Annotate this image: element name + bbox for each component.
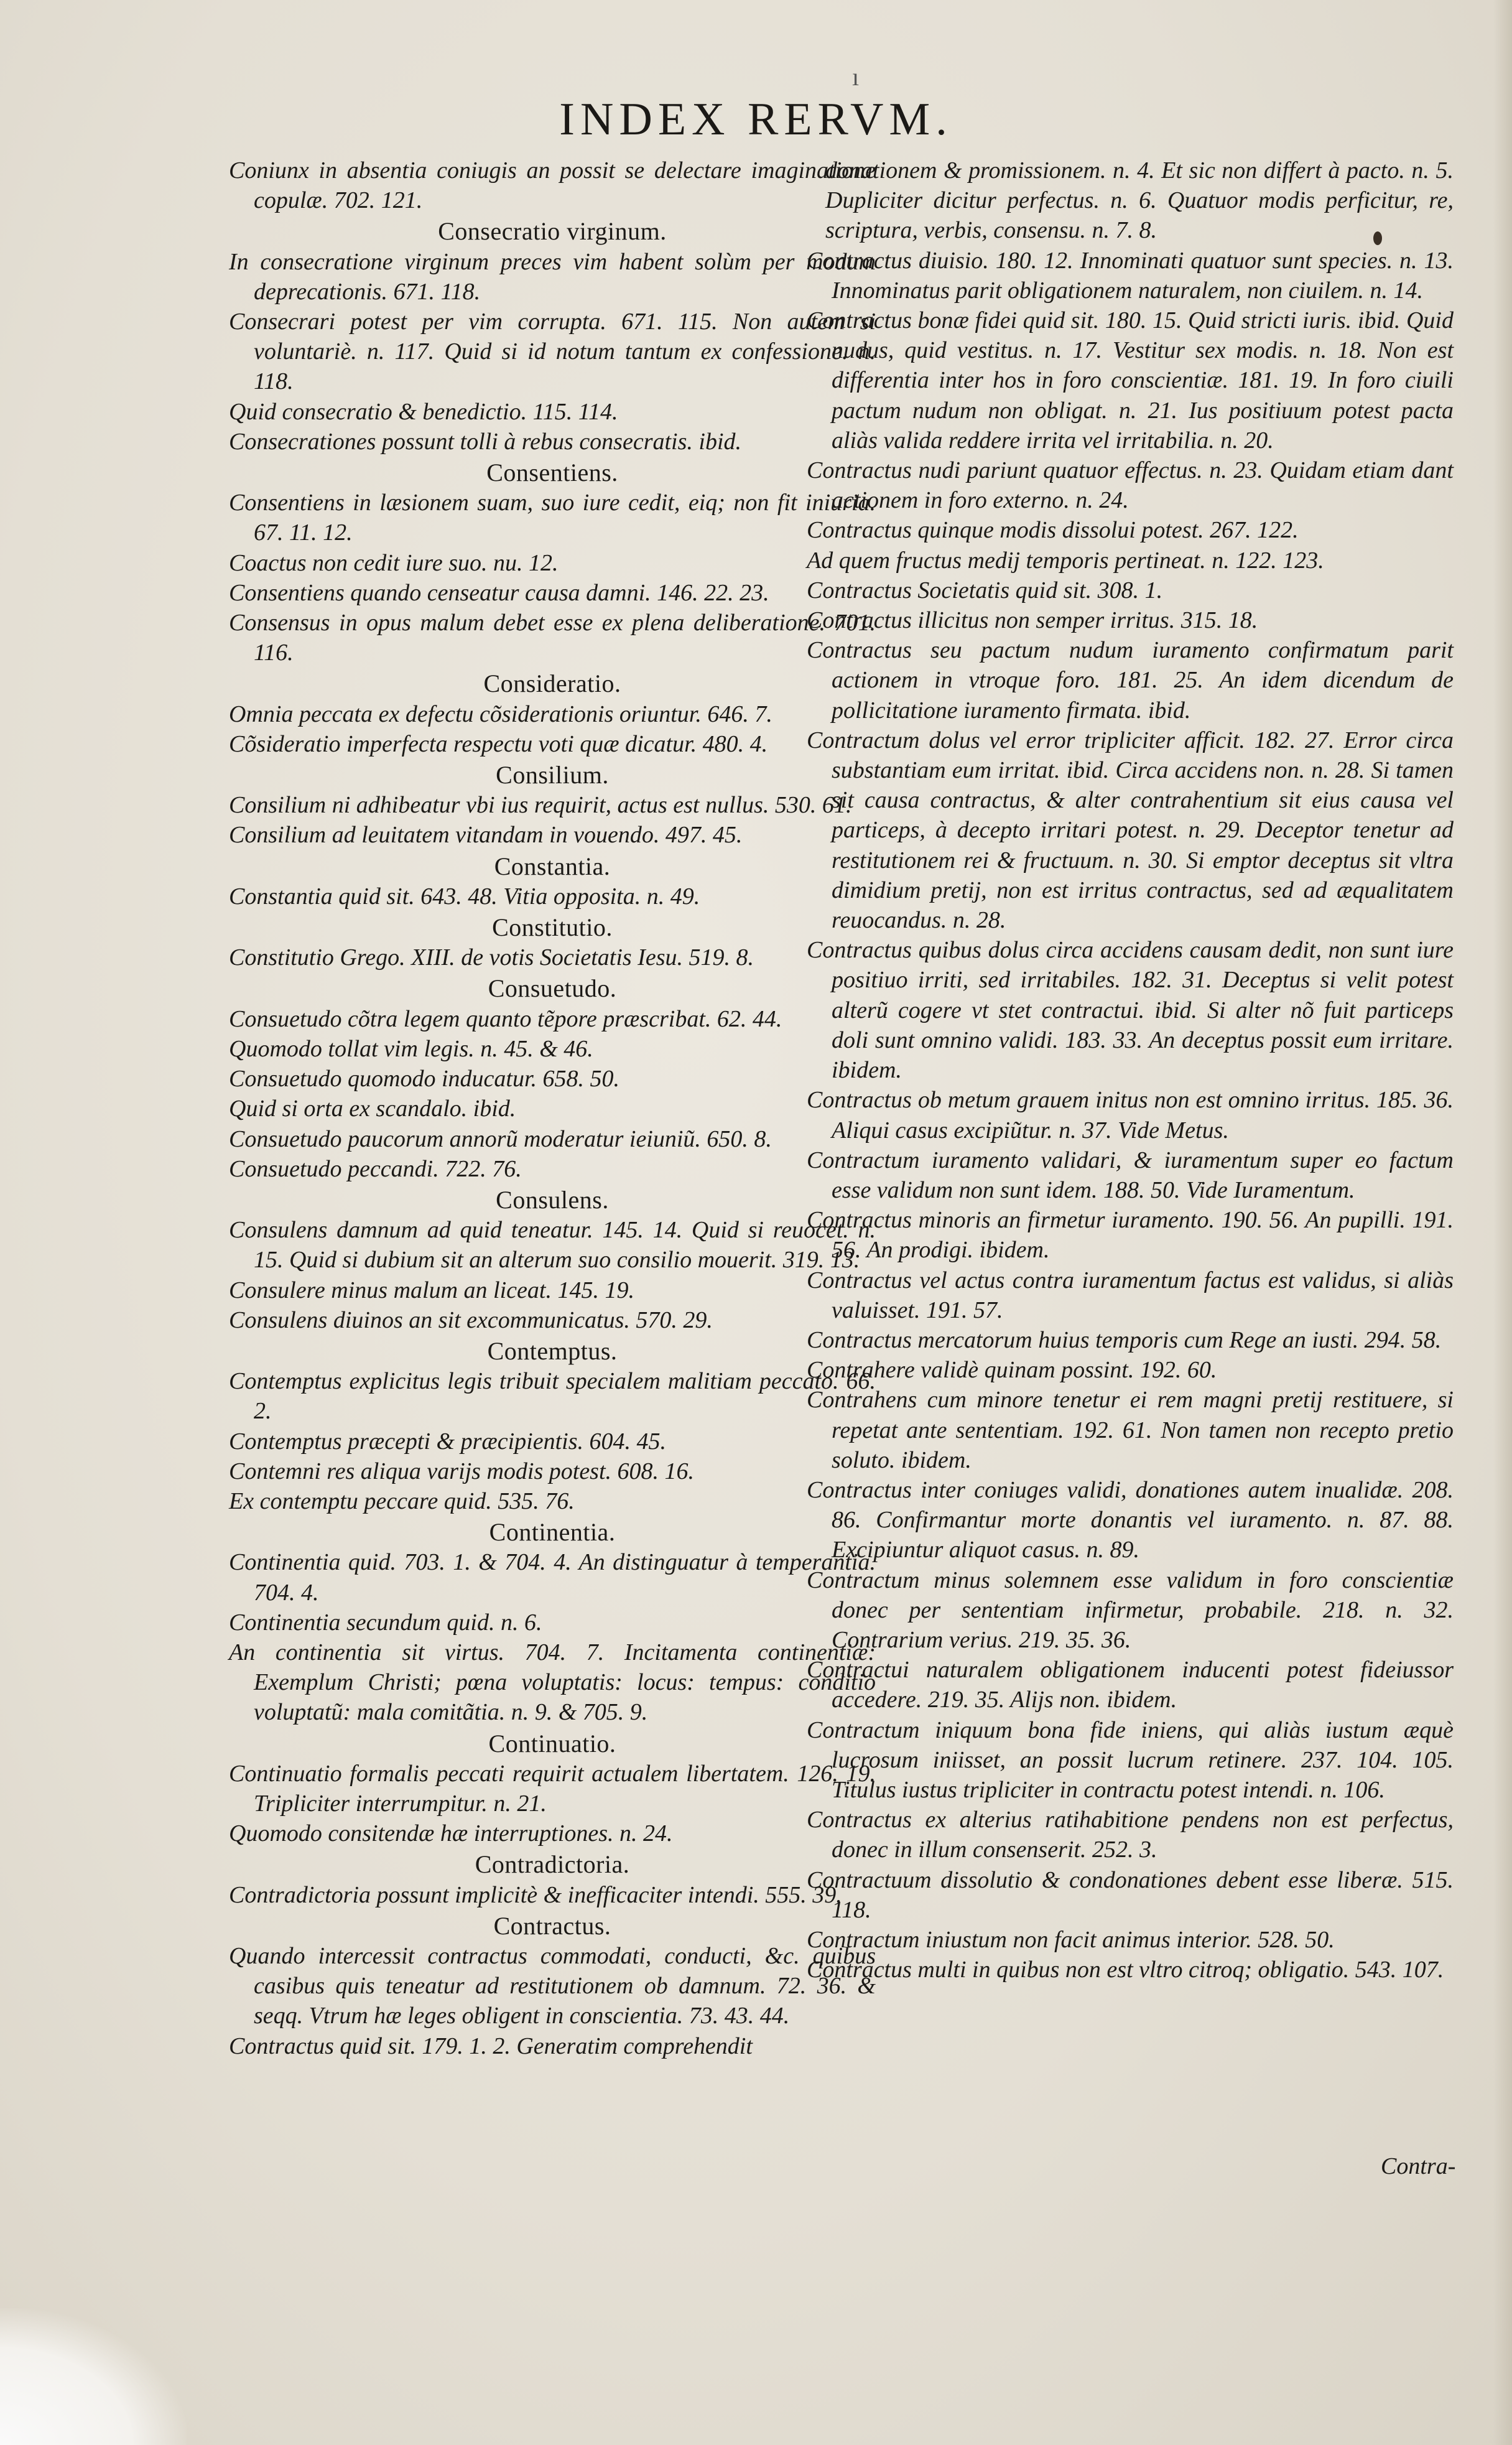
index-entry: Constitutio Grego. XIII. de votis Societatis Iesu. 519. 8. [229, 944, 754, 971]
index-entry: Quomodo tollat vim legis. n. 45. & 46. [229, 1035, 593, 1062]
index-heading: Consecratio virginum. [438, 217, 667, 246]
index-entry: Contractus inter coniuges validi, donationes autem inualidæ. 208. 86. Confirmantur morte donantis vel iuramento. n. 87. 88. Excipiuntur aliquot casus. n. 89. [807, 1476, 1454, 1563]
index-entry: Quid consecratio & benedictio. 115. 114. [229, 398, 618, 425]
index-entry: Ad quem fructus medij temporis pertineat. n. 122. 123. [807, 547, 1324, 574]
index-entry: Consuetudo cõtra legem quanto tẽpore præscribat. 62. 44. [229, 1005, 782, 1032]
index-heading: Contractus. [493, 1911, 611, 1940]
index-entry: Contractus mercatorum huius temporis cum Rege an iusti. 294. 58. [807, 1326, 1442, 1353]
index-entry: Contractum iuramento validari, & iuramentum super eo factum esse validum non sunt idem. 188. 50. Vide Iuramentum. [807, 1147, 1454, 1203]
index-entry: Consuetudo paucorum annorũ moderatur ieiuniũ. 650. 8. [229, 1125, 772, 1152]
index-entry: Contemptus explicitus legis tribuit specialem malitiam peccato. 66. 2. [229, 1368, 876, 1425]
index-entry: Consulens diuinos an sit excommunicatus. 570. 29. [229, 1306, 713, 1333]
index-entry: Consulere minus malum an liceat. 145. 19. [229, 1277, 634, 1303]
index-entry: donationem & promissionem. n. 4. Et sic non differt à pacto. n. 5. Dupliciter dicitur perfectus. n. 6. Quatuor modis perficitur, re, scriptura, verbis, consensu. n. 7. 8. [825, 157, 1454, 244]
index-entry: Contractum minus solemnem esse validum in foro conscientiæ donec per sententiam infirmetur, probabile. 218. n. 32. Contrarium verius. 219. 35. 36. [807, 1567, 1454, 1653]
index-heading: Contemptus. [487, 1336, 618, 1365]
index-entry: Contractus vel actus contra iuramentum factus est validus, si aliàs valuisset. 191. 57. [807, 1267, 1454, 1323]
right-column [807, 156, 1454, 1985]
index-heading: Constitutio. [492, 913, 613, 942]
index-heading: Constantia. [494, 852, 611, 880]
index-entry: Consuetudo quomodo inducatur. 658. 50. [229, 1066, 620, 1092]
index-entry: Continuatio formalis peccati requirit actualem libertatem. 126. 19. Tripliciter interrumpitur. n. 21. [229, 1760, 876, 1817]
page-edge-shadow [1493, 0, 1512, 2445]
index-entry: Contractus minoris an firmetur iuramento. 190. 56. An pupilli. 191. 56. An prodigi. ibidem. [807, 1207, 1454, 1264]
index-entry: Contractus seu pactum nudum iuramento confirmatum parit actionem in vtroque foro. 181. 25. An idem dicendum de pollicitatione iuramento firmata. ibid. [807, 637, 1454, 724]
index-heading: Consentiens. [486, 459, 618, 487]
index-entry: Contractui naturalem obligationem inducenti potest fideiussor accedere. 219. 35. Alijs non. ibidem. [807, 1657, 1454, 1713]
index-entry: Contractus quibus dolus circa accidens causam dedit, non sunt iure positiuo irriti, sed irritabiles. 182. 31. Deceptus si velit potest alterũ cogere vt stet contractui. ibid. Si alter nõ fuit particeps doli sunt omnino validi. 183. 33. An deceptus possit eum irritare. ibidem. [807, 937, 1454, 1084]
index-entry: Contemptus præcepti & præcipientis. 604. 45. [229, 1428, 666, 1455]
index-heading: Continentia. [489, 1518, 616, 1547]
index-entry: Contractus illicitus non semper irritus. 315. 18. [807, 607, 1258, 634]
page-title: INDEX RERVM. [559, 94, 953, 145]
index-entry: Consentiens in læsionem suam, suo iure cedit, eiq; non fit iniuria. 67. 11. 12. [229, 490, 876, 546]
index-entry: In consecratione virginum preces vim habent solùm per modum deprecationis. 671. 118. [229, 248, 876, 305]
index-entry: Constantia quid sit. 643. 48. Vitia opposita. n. 49. [229, 883, 700, 910]
index-entry: Contractus ob metum grauem initus non est omnino irritus. 185. 36. Aliqui casus excipiũtur. n. 37. Vide Metus. [807, 1087, 1454, 1143]
index-entry: Quid si orta ex scandalo. ibid. [229, 1096, 516, 1122]
index-entry: Contractus quinque modis dissolui potest. 267. 122. [807, 517, 1299, 544]
index-heading: Continuatio. [488, 1729, 616, 1758]
index-entry: Consulens damnum ad quid teneatur. 145. 14. Quid si reuocet. n. 15. Quid si dubium sit an alterum suo consilio mouerit. 319. 13. [229, 1217, 876, 1274]
index-heading: Consulens. [496, 1185, 609, 1214]
index-entry: Consensus in opus malum debet esse ex plena deliberatione. 701. 116. [229, 610, 876, 666]
left-column [229, 156, 876, 2061]
index-entry: Coniunx in absentia coniugis an possit se delectare imaginatione copulæ. 702. 121. [229, 157, 876, 214]
index-entry: Quando intercessit contractus commodati, conducti, &c. quibus casibus quis teneatur ad restitutionem ob damnum. 72. 36. & seqq. Vtrum hæ leges obligent in conscientia. 73. 43. 44. [229, 1942, 876, 2029]
index-entry: Contractus multi in quibus non est vltro citroq; obligatio. 543. 107. [807, 1957, 1444, 1983]
index-entry: Cõsideratio imperfecta respectu voti quæ dicatur. 480. 4. [229, 730, 768, 757]
index-entry: Contractus ex alterius ratihabitione pendens non est perfectus, donec in illum consenserit. 252. 3. [807, 1807, 1454, 1863]
index-entry: Consilium ad leuitatem vitandam in vouendo. 497. 45. [229, 822, 743, 849]
index-heading: Consilium. [496, 761, 609, 789]
index-entry: Contractus diuisio. 180. 12. Innominati quatuor sunt species. n. 13. Innominatus parit obligationem naturalem, non ciuilem. n. 14. [807, 247, 1454, 304]
catchword: Contra- [1381, 2153, 1456, 2179]
index-heading: Consuetudo. [488, 974, 617, 1003]
index-entry: Contractum dolus vel error tripliciter afficit. 182. 27. Error circa substantiam eum irritat. ibid. Circa accidens non. n. 28. Si tamen sit causa contractus, & alter contrahentium sit eius causa vel particeps, à decepto irritari potest. n. 29. Deceptor tenetur ad restitutionem rei & fructuum. n. 30. Si emptor deceptus sit vltra dimidium pretij, non est irritus contractus, sed ad æqualitatem reuocandus. n. 28. [807, 727, 1454, 934]
index-entry: Consuetudo peccandi. 722. 76. [229, 1155, 522, 1182]
index-entry: Contractus nudi pariunt quatuor effectus. n. 23. Quidam etiam dant actionem in foro externo. n. 24. [807, 457, 1454, 514]
index-entry: Contemni res aliqua varijs modis potest. 608. 16. [229, 1458, 695, 1484]
index-entry: Omnia peccata ex defectu cõsiderationis oriuntur. 646. 7. [229, 701, 772, 727]
index-entry: Consecrationes possunt tolli à rebus consecratis. ibid. [229, 428, 742, 455]
page-mark: ı [852, 63, 860, 91]
index-entry: Quomodo consitendæ hæ interruptiones. n. 24. [229, 1820, 673, 1847]
index-entry: Contractum iniustum non facit animus interior. 528. 50. [807, 1926, 1335, 1953]
page-corner-shadow [0, 2308, 187, 2445]
index-entry: An continentia sit virtus. 704. 7. Incitamenta continentiæ: Exemplum Christi; pœna voluptatis: locus: tempus: conditio voluptatũ: mala comitãtia. n. 9. & 705. 9. [229, 1639, 876, 1726]
index-entry: Contractus Societatis quid sit. 308. 1. [807, 577, 1163, 603]
index-entry: Consecrari potest per vim corrupta. 671. 115. Non autem si voluntariè. n. 117. Quid si id notum tantum ex confessione. n. 118. [229, 309, 876, 395]
index-entry: Contradictoria possunt implicitè & inefficaciter intendi. 555. 39. [229, 1881, 842, 1908]
index-entry: Ex contemptu peccare quid. 535. 76. [229, 1488, 575, 1514]
index-entry: Contractus bonæ fidei quid sit. 180. 15. Quid stricti iuris. ibid. Quid nudus, quid vestitus. n. 17. Vestitur sex modis. n. 18. Non est differentia inter hos in foro conscientiæ. 181. 19. In foro ciuili pactum nudum non obligat. n. 21. Ius positiuum potest pacta aliàs valida reddere irrita vel irritabilia. n. 20. [807, 307, 1454, 454]
index-entry: Contractuum dissolutio & condonationes debent esse liberæ. 515. 118. [807, 1866, 1454, 1923]
index-heading: Consideratio. [483, 669, 621, 698]
index-entry: Consilium ni adhibeatur vbi ius requirit, actus est nullus. 530. 61. [229, 792, 852, 819]
index-entry: Coactus non cedit iure suo. nu. 12. [229, 549, 559, 576]
index-heading: Contradictoria. [475, 1850, 630, 1879]
index-entry: Contrahens cum minore tenetur ei rem magni pretij restituere, si repetat ante sententiam. 192. 61. Non tamen non recepto pretio soluto. ibidem. [807, 1387, 1454, 1473]
index-entry: Continentia quid. 703. 1. & 704. 4. An distinguatur à temperantia. 704. 4. [229, 1549, 876, 1606]
index-entry: Consentiens quando censeatur causa damni. 146. 22. 23. [229, 579, 769, 606]
index-entry: Contractum iniquum bona fide iniens, qui aliàs iustum æquè lucrosum iniisset, an possit lucrum retinere. 237. 104. 105. Titulus iustus tripliciter in contractu potest intendi. n. 106. [807, 1716, 1454, 1803]
index-entry: Contractus quid sit. 179. 1. 2. Generatim comprehendit [229, 2033, 753, 2059]
index-entry: Contrahere validè quinam possint. 192. 60. [807, 1357, 1217, 1384]
index-entry: Continentia secundum quid. n. 6. [229, 1609, 542, 1636]
